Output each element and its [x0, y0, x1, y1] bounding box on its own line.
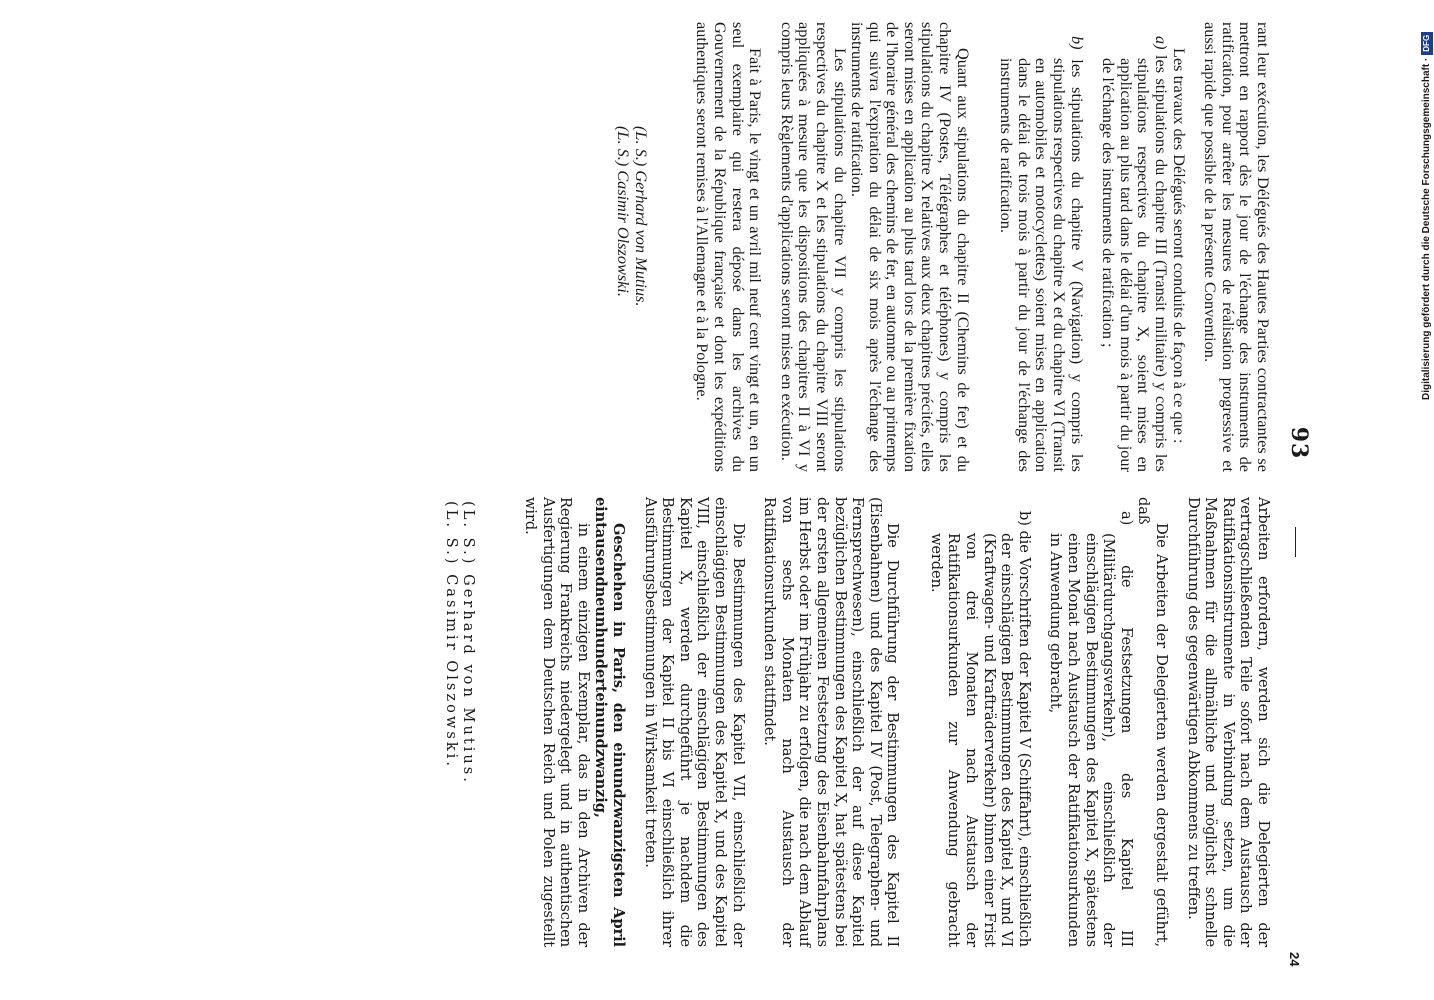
- german-paragraph-3: Die Durchführung der Bestimmungen des Kapitel II (Eisenbahnen) und des Kapitel IV (Post, Telegraphen- und Fernsprechwesen), einschließlich der auf diese Kapitel bezüglichen Bestimmungen des Kapitel X, hat spätestens bei der ersten allgemeinen Festsetzung des Eisenbahnfahrplans im Herbst oder im Frühjahr zu erfolgen, die nach dem Ablauf von sechs Monaten nach Austausch der Ratifikationsurkunden stattfindet.: [761, 497, 902, 947]
- german-signature-2: (L. S.) Casimir Olszowski.: [442, 501, 460, 769]
- sheet-number: 24: [1287, 952, 1302, 967]
- french-signature-1: (L. S.) Gerhard von Mutius.: [631, 126, 651, 307]
- german-paragraph-5a: Geschehen in Paris, den einundzwanzigsten April eintausendneunhunderteinundzwanzig,: [592, 497, 627, 947]
- page-number: 93: [1286, 426, 1312, 460]
- french-paragraph-1: rant leur exécution, les Délégués des Hautes Parties contractantes se mettront en rapport dès le jour de l'échange des instruments de ratification, pour arrêter les mesures de réalisation progressive et aussi rapide que possible de la présente Convention.: [1201, 22, 1273, 472]
- french-item-b-label: b): [1067, 36, 1087, 50]
- french-paragraph-4: Les stipulations du chapitre VII y compris les stipulations respectives du chapitre X et les stipulations du chapitre VIII seront appliquées à mesure que les dispositions des chapitres II à VI y compris leurs Règlements d'applications seront mises en exécution.: [777, 22, 850, 472]
- french-item-b: [998, 22, 1086, 472]
- german-item-b-label: b): [1015, 511, 1033, 526]
- german-paragraph-5b: in einem einzigen Exemplar, das in den Archiven der Regierung Frankreichs niedergelegt und in authentischen Ausfertigungen dem Deutschen Reich und Polen zugestellt wird.: [522, 497, 592, 947]
- digitization-credit-text: Digitalisierung gefördert durch die Deutsche Forschungsgemeinschaft ·: [1421, 57, 1432, 400]
- french-paragraph-5: Fait à Paris, le vingt et un avril mil neuf cent vingt et un, en un seul exemplaire qui restera déposé dans les archives du Gouvernement de la République française et dont les expéditions authentiques seront remises à l'Allemagne et à la Pologne.: [693, 22, 766, 472]
- page-header: [1278, 22, 1312, 962]
- german-item-a-text: die Festsetzungen des Kapitel III (Militärdurchgangsverkehr), einschließlich der einschlägigen Bestimmungen des Kapitel X, spätestens einen Monat nach Austausch der Ratifikationsurkunden in Anwendung gebracht,: [1047, 533, 1135, 947]
- german-paragraph-1: Arbeiten erfordern, werden sich die Delegierten der vertragschließenden Teile sofort nach dem Austausch der Ratifikationsinstrumente in Verbindung setzen, um die Maßnahmen für die allmähliche und möglichst schnelle Durchführung des gegenwärtigen Abkommens zu treffen.: [1184, 497, 1272, 947]
- german-paragraph-2: Die Arbeiten der Delegierten werden dergestalt geführt, daß: [1135, 497, 1171, 947]
- french-signature-2: (L. S.) Casimir Olszowski.: [614, 126, 634, 297]
- french-column: [615, 22, 1272, 472]
- german-signature-1: (L. S.) Gerhard von Mutius.: [460, 501, 478, 785]
- german-item-b: [927, 497, 1033, 947]
- header-dash: [1295, 527, 1296, 557]
- german-item-a: [1047, 497, 1135, 947]
- dfg-logo-icon: DFG: [1421, 32, 1433, 55]
- german-paragraph-4: Die Bestimmungen des Kapitel VII, einschließlich der einschlägigen Bestimmungen des Kapitel X, und des Kapitel VIII, einschließlich der einschlägigen Bestimmungen des Kapitel X, werden durchgeführt je nachdem die Bestimmungen der Kapitel II bis VI einschließlich ihrer Ausführungsbestimmungen in Wirksamkeit treten.: [641, 497, 747, 947]
- digitization-credit: [1418, 8, 1434, 400]
- french-item-b-text: les stipulations du chapitre V (Navigation) y compris les stipulations respectives du chapitre X et du chapitre VI (Transit en automobiles et motocyclettes) soient mises en application dans le délai de trois mois à partir du jour de l'échange des instruments de ratification.: [997, 58, 1087, 472]
- german-item-b-text: die Vorschriften der Kapitel V (Schiffahrt), einschließlich der einschlägigen Bestimmungen des Kapitel X, und VI (Kraftwagen- und Krafträderverkehr) binnen einer Frist von drei Monaten nach Austausch der Ratifikationsurkunden zur Anwendung gebracht werden.: [927, 530, 1033, 947]
- french-paragraph-2: Les travaux des Délégués seront conduits de façon à ce que :: [1169, 48, 1189, 444]
- french-paragraph-3: Quant aux stipulations du chapitre II (Chemins de fer) et du chapitre IV (Postes, Télégraphes et téléphones) y compris les stipulations du chapitre X relatives aux deux chapitres précités, elles seront mises en application au plus tard lors de la première fixation de l'horaire général des chemins de fer, en automne ou au printemps qui suivra l'expiration du délai de six mois après l'échange des instruments de ratification.: [848, 22, 973, 472]
- french-item-a-text: les stipulations du chapitre III (Transit militaire) y compris les stipulations respectives du chapitre X, soient mises en application au plus tard dans le délai d'un mois à partir du jour de l'échange des instruments de ratification ;: [1099, 54, 1172, 472]
- german-item-a-label: a): [1117, 511, 1135, 526]
- german-column: [442, 497, 1272, 947]
- french-item-a: [1100, 22, 1170, 472]
- french-item-a-label: a): [1152, 36, 1172, 50]
- rotated-document-page: [192, 22, 1312, 967]
